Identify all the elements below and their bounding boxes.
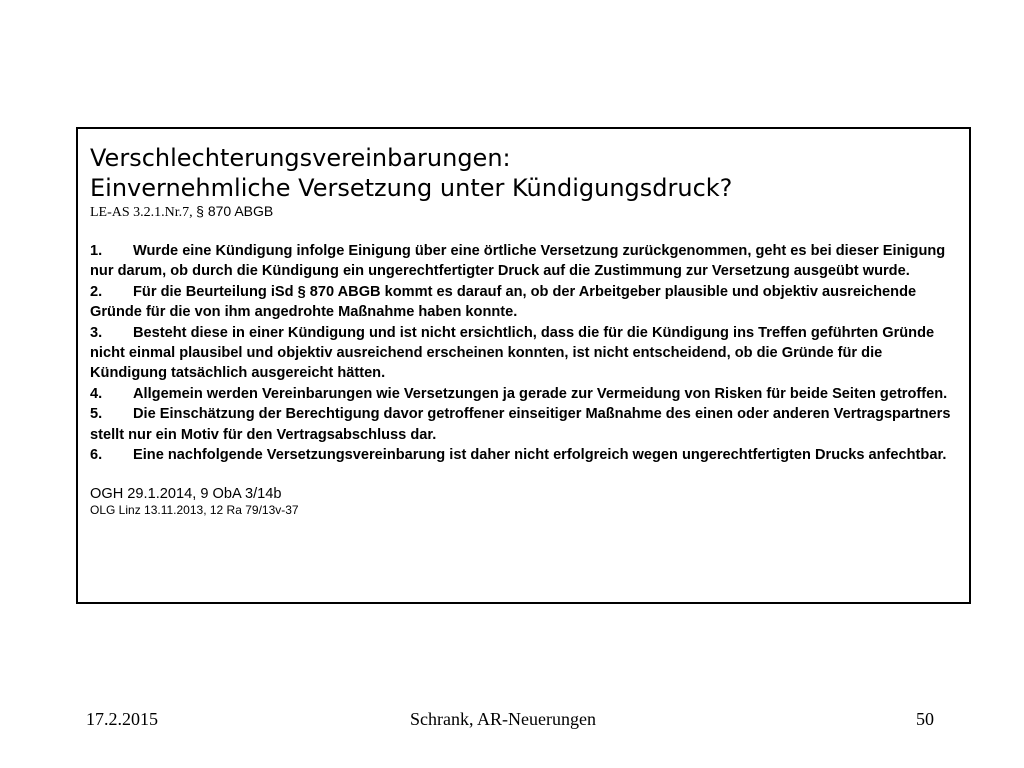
point-number: 2.	[90, 283, 103, 300]
point-number: 4.	[90, 385, 103, 402]
point-5	[90, 404, 957, 445]
footer-page-number: 50	[916, 709, 934, 729]
point-text: Eine nachfolgende Versetzungsvereinbarung ist daher nicht erfolgreich wegen ungerechtfertigten Drucks anfechtbar.	[133, 447, 947, 464]
footer-author-title: Schrank, AR-Neuerungen	[410, 709, 596, 729]
point-text: Besteht diese in einer Kündigung und ist nicht ersichtlich, dass die für die Kündigung ins Treffen geführten Gründe nicht einmal plausibel und objektiv ausreichend erscheinen konnten, ist nicht entscheidend, ob die Gründe für die Kündigung tatsächlich ausgereicht hätten.	[90, 324, 935, 382]
point-text: Die Einschätzung der Berechtigung davor getroffener einseitiger Maßnahme des einen oder anderen Vertragspartners stellt nur ein Motiv für den Vertragsabschluss dar.	[90, 406, 951, 443]
point-3	[90, 323, 957, 384]
reference-sans: § 870 ABGB	[196, 203, 274, 219]
points-list	[90, 241, 957, 465]
point-number: 3.	[90, 324, 103, 341]
title-line-2: Einvernehmliche Versetzung unter Kündigungsdruck?	[90, 174, 733, 202]
point-text: Für die Beurteilung iSd § 870 ABGB kommt es darauf an, ob der Arbeitgeber plausible und objektiv ausreichende Gründe für die von ihm angedrohte Maßnahme haben konnte.	[90, 283, 917, 321]
point-text: Wurde eine Kündigung infolge Einigung über eine örtliche Versetzung zurückgenommen, geht es bei dieser Einigung nur darum, ob durch die Kündigung ein ungerechtfertigter Druck auf die Zustimmung zur Versetzung ausgeübt wurde.	[90, 243, 946, 280]
reference-serif: LE-AS 3.2.1.Nr.7,	[90, 205, 197, 220]
content-box	[76, 127, 971, 604]
footer-date: 17.2.2015	[86, 709, 158, 729]
reference-line	[90, 203, 957, 221]
point-6	[90, 445, 957, 465]
citation-olg: OLG Linz 13.11.2013, 12 Ra 79/13v-37	[90, 503, 299, 518]
title-line-1: Verschlechterungsvereinbarungen:	[90, 144, 511, 172]
citations	[90, 485, 957, 518]
point-1	[90, 241, 957, 282]
point-text: Allgemein werden Vereinbarungen wie Versetzungen ja gerade zur Vermeidung von Risken für beide Seiten getroffen.	[133, 385, 948, 402]
point-4	[90, 384, 957, 404]
point-number: 5.	[90, 406, 103, 423]
point-2	[90, 282, 957, 323]
citation-ogh: OGH 29.1.2014, 9 ObA 3/14b	[90, 486, 282, 503]
point-number: 6.	[90, 447, 103, 464]
point-number: 1.	[90, 243, 103, 259]
